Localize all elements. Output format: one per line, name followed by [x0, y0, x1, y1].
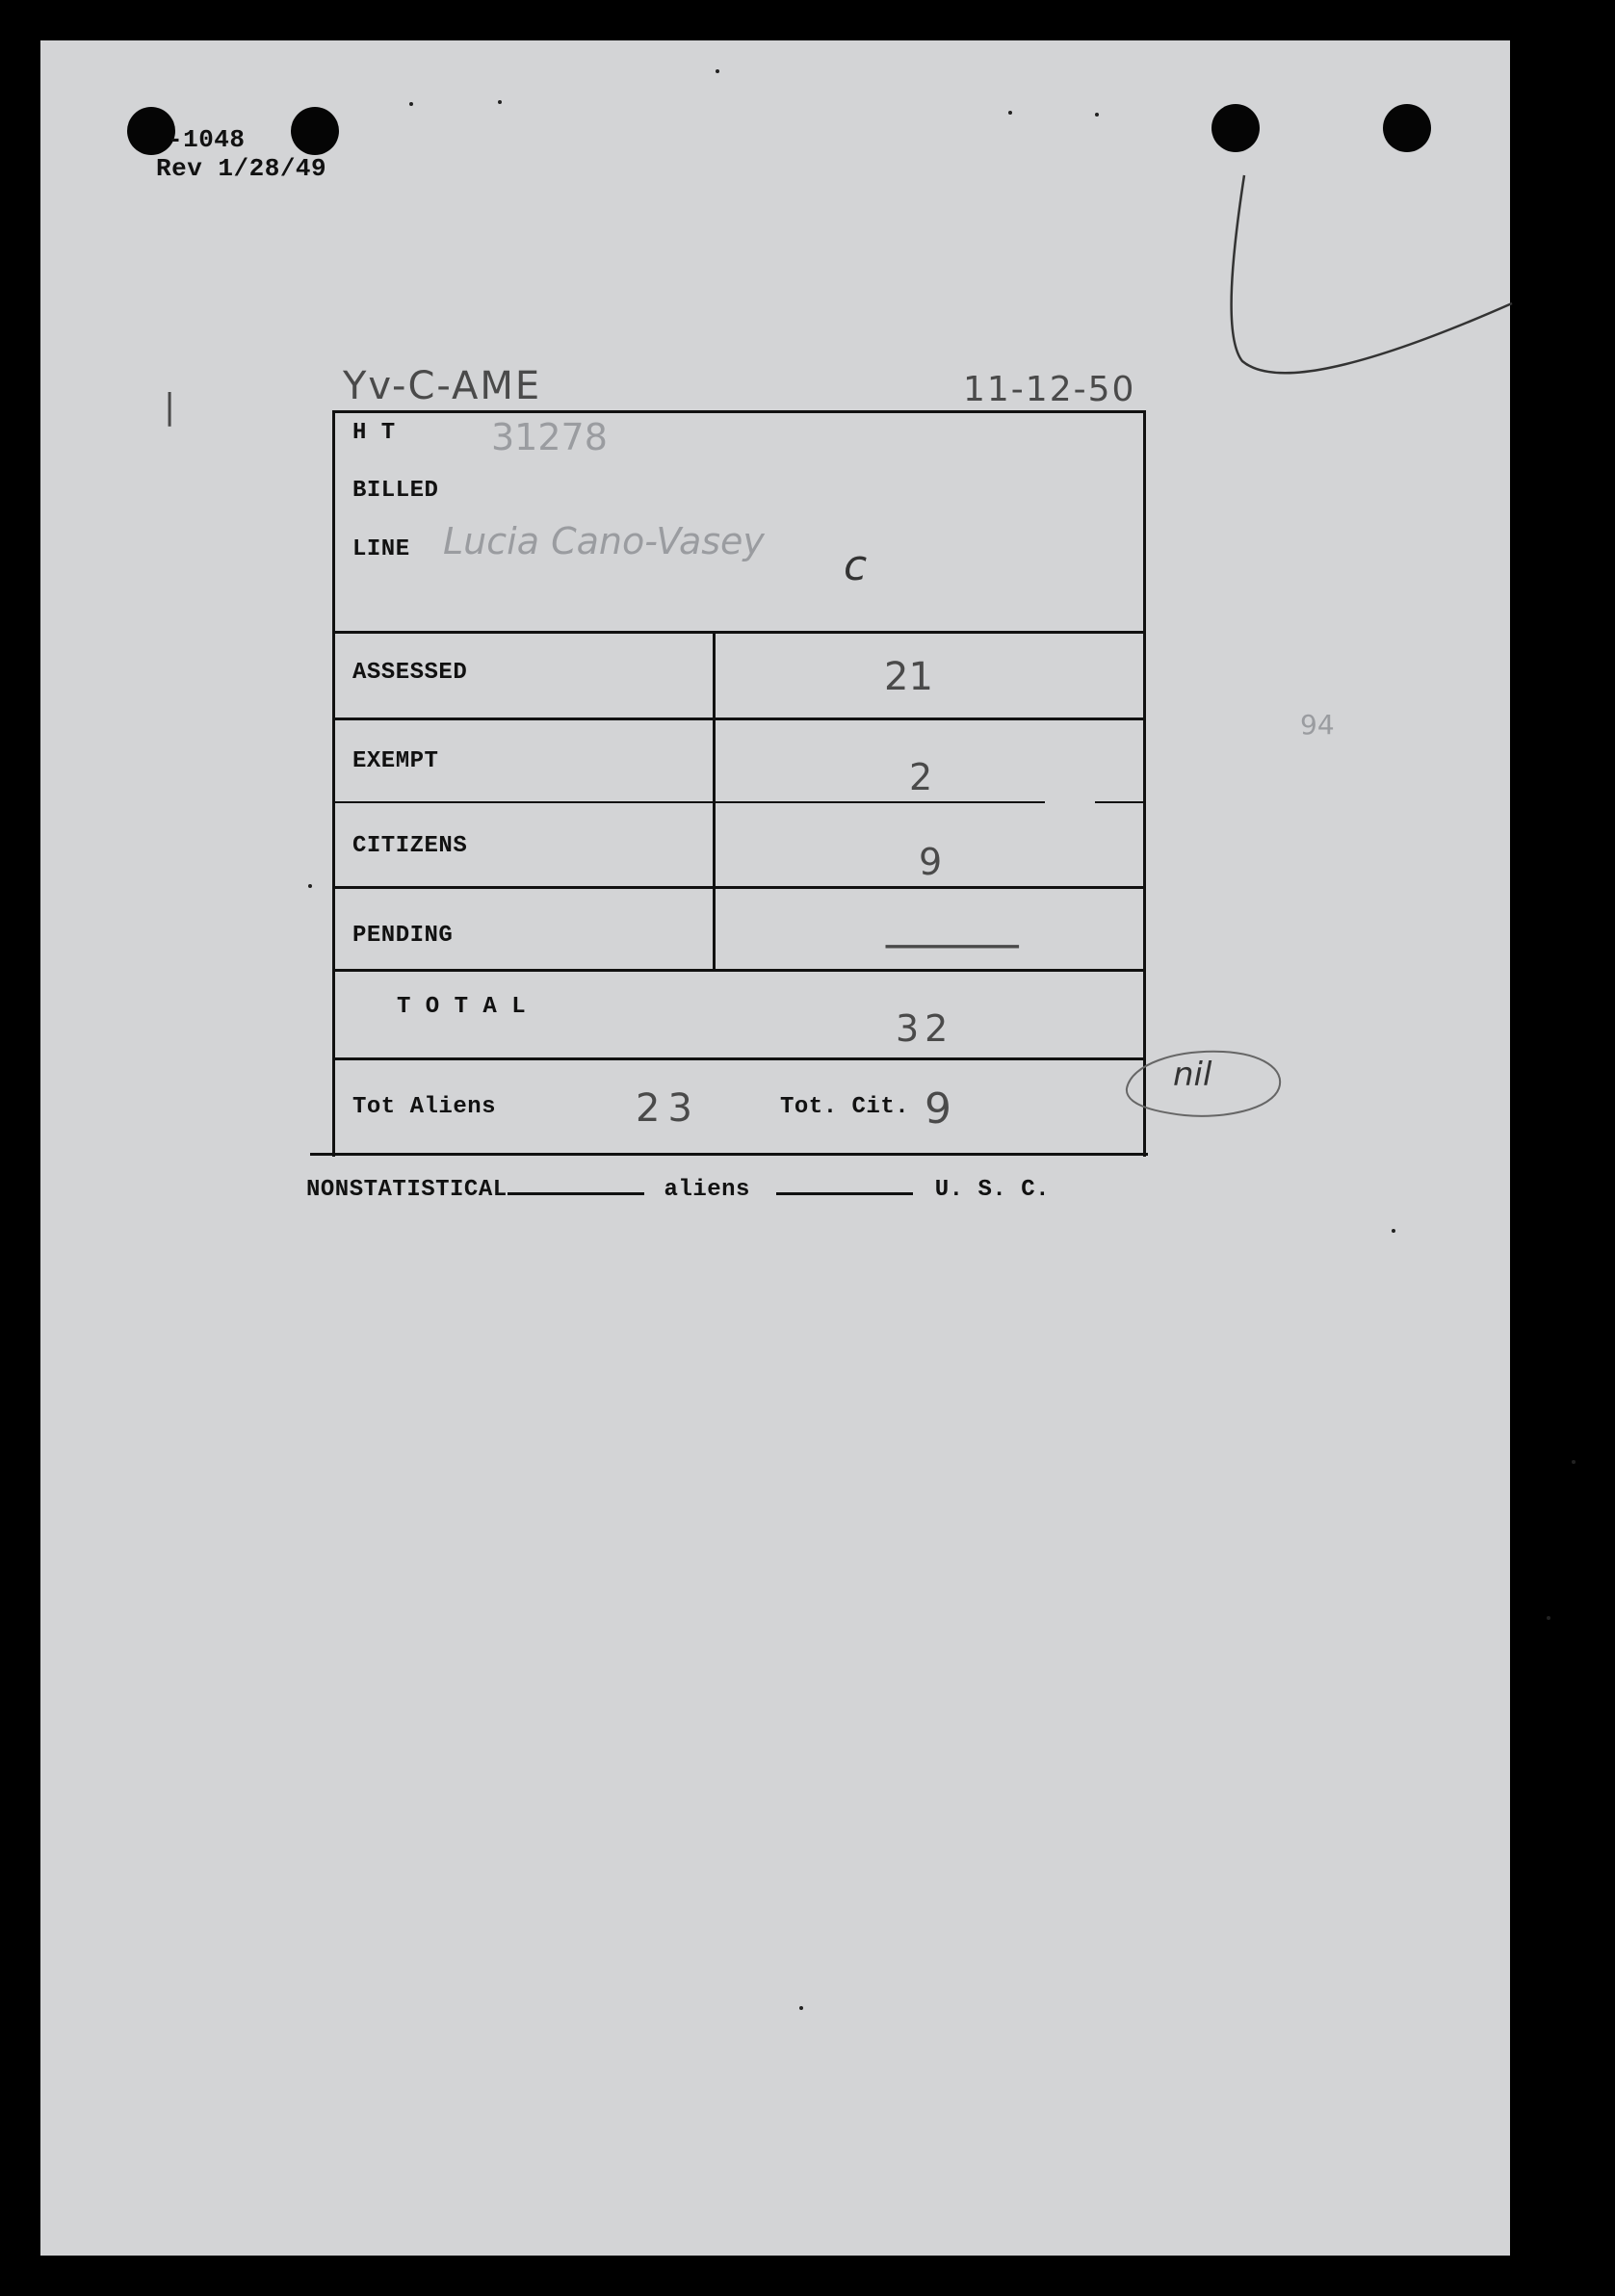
speck	[498, 100, 502, 104]
form-revision: Rev 1/28/49	[156, 154, 327, 183]
card-divider	[332, 718, 1146, 720]
speck	[1392, 1229, 1395, 1233]
footer-line	[306, 1177, 1050, 1203]
card-divider	[332, 631, 1146, 634]
speck	[716, 69, 719, 73]
ht-number: 31278	[491, 416, 608, 458]
line-mark: c	[844, 541, 868, 590]
total-value: 32	[896, 1007, 954, 1050]
ht-label: H T	[352, 420, 396, 446]
speck	[308, 884, 312, 888]
tot-cit-value: 9	[925, 1084, 951, 1134]
handwritten-date: 11-12-50	[963, 370, 1136, 409]
punch-hole-4	[1383, 104, 1431, 152]
assessed-value: 21	[884, 655, 933, 699]
punch-hole-3	[1211, 104, 1260, 152]
pencil-curve	[1204, 164, 1522, 395]
tot-aliens-label: Tot Aliens	[352, 1094, 497, 1120]
citizens-label: CITIZENS	[352, 833, 468, 859]
margin-tick: |	[164, 387, 176, 427]
circled-note: nil	[1173, 1056, 1212, 1094]
aliens-blank	[776, 1192, 913, 1195]
card-divider	[332, 1057, 1146, 1060]
speck	[1008, 111, 1012, 115]
pending-value: —	[878, 917, 1027, 971]
speck	[409, 102, 413, 106]
tot-cit-label: Tot. Cit.	[780, 1094, 910, 1120]
nonstatistical-label: NONSTATISTICAL	[306, 1177, 508, 1203]
assessed-label: ASSESSED	[352, 660, 468, 686]
form-number: -1048	[168, 125, 246, 154]
card-divider	[332, 801, 1045, 803]
usc-label: U. S. C.	[934, 1177, 1050, 1203]
billed-label: BILLED	[352, 478, 439, 504]
punch-hole-2	[291, 107, 339, 155]
tot-aliens-value: 23	[636, 1086, 700, 1131]
speck	[1095, 113, 1099, 117]
card-border-left	[332, 410, 335, 1157]
citizens-value: 9	[919, 841, 943, 883]
card-border-bottom	[310, 1153, 1148, 1156]
line-name: Lucia Cano-Vasey	[443, 520, 765, 562]
margin-note: 94	[1300, 709, 1335, 741]
handwritten-header-left: Yv-C-AME	[343, 364, 542, 408]
pending-label: PENDING	[352, 923, 454, 949]
exempt-label: EXEMPT	[352, 748, 439, 774]
speck	[1572, 1460, 1576, 1464]
aliens-label: aliens	[664, 1177, 750, 1203]
line-label: LINE	[352, 536, 410, 562]
total-label: T O T A L	[397, 994, 527, 1020]
card-border-top	[332, 410, 1146, 413]
exempt-value: 2	[909, 756, 933, 798]
speck	[1547, 1616, 1550, 1620]
nonstatistical-blank	[508, 1192, 644, 1195]
card-divider	[332, 886, 1146, 889]
card-divider	[1095, 801, 1145, 803]
speck	[799, 2006, 803, 2010]
card-column-divider	[713, 631, 716, 972]
